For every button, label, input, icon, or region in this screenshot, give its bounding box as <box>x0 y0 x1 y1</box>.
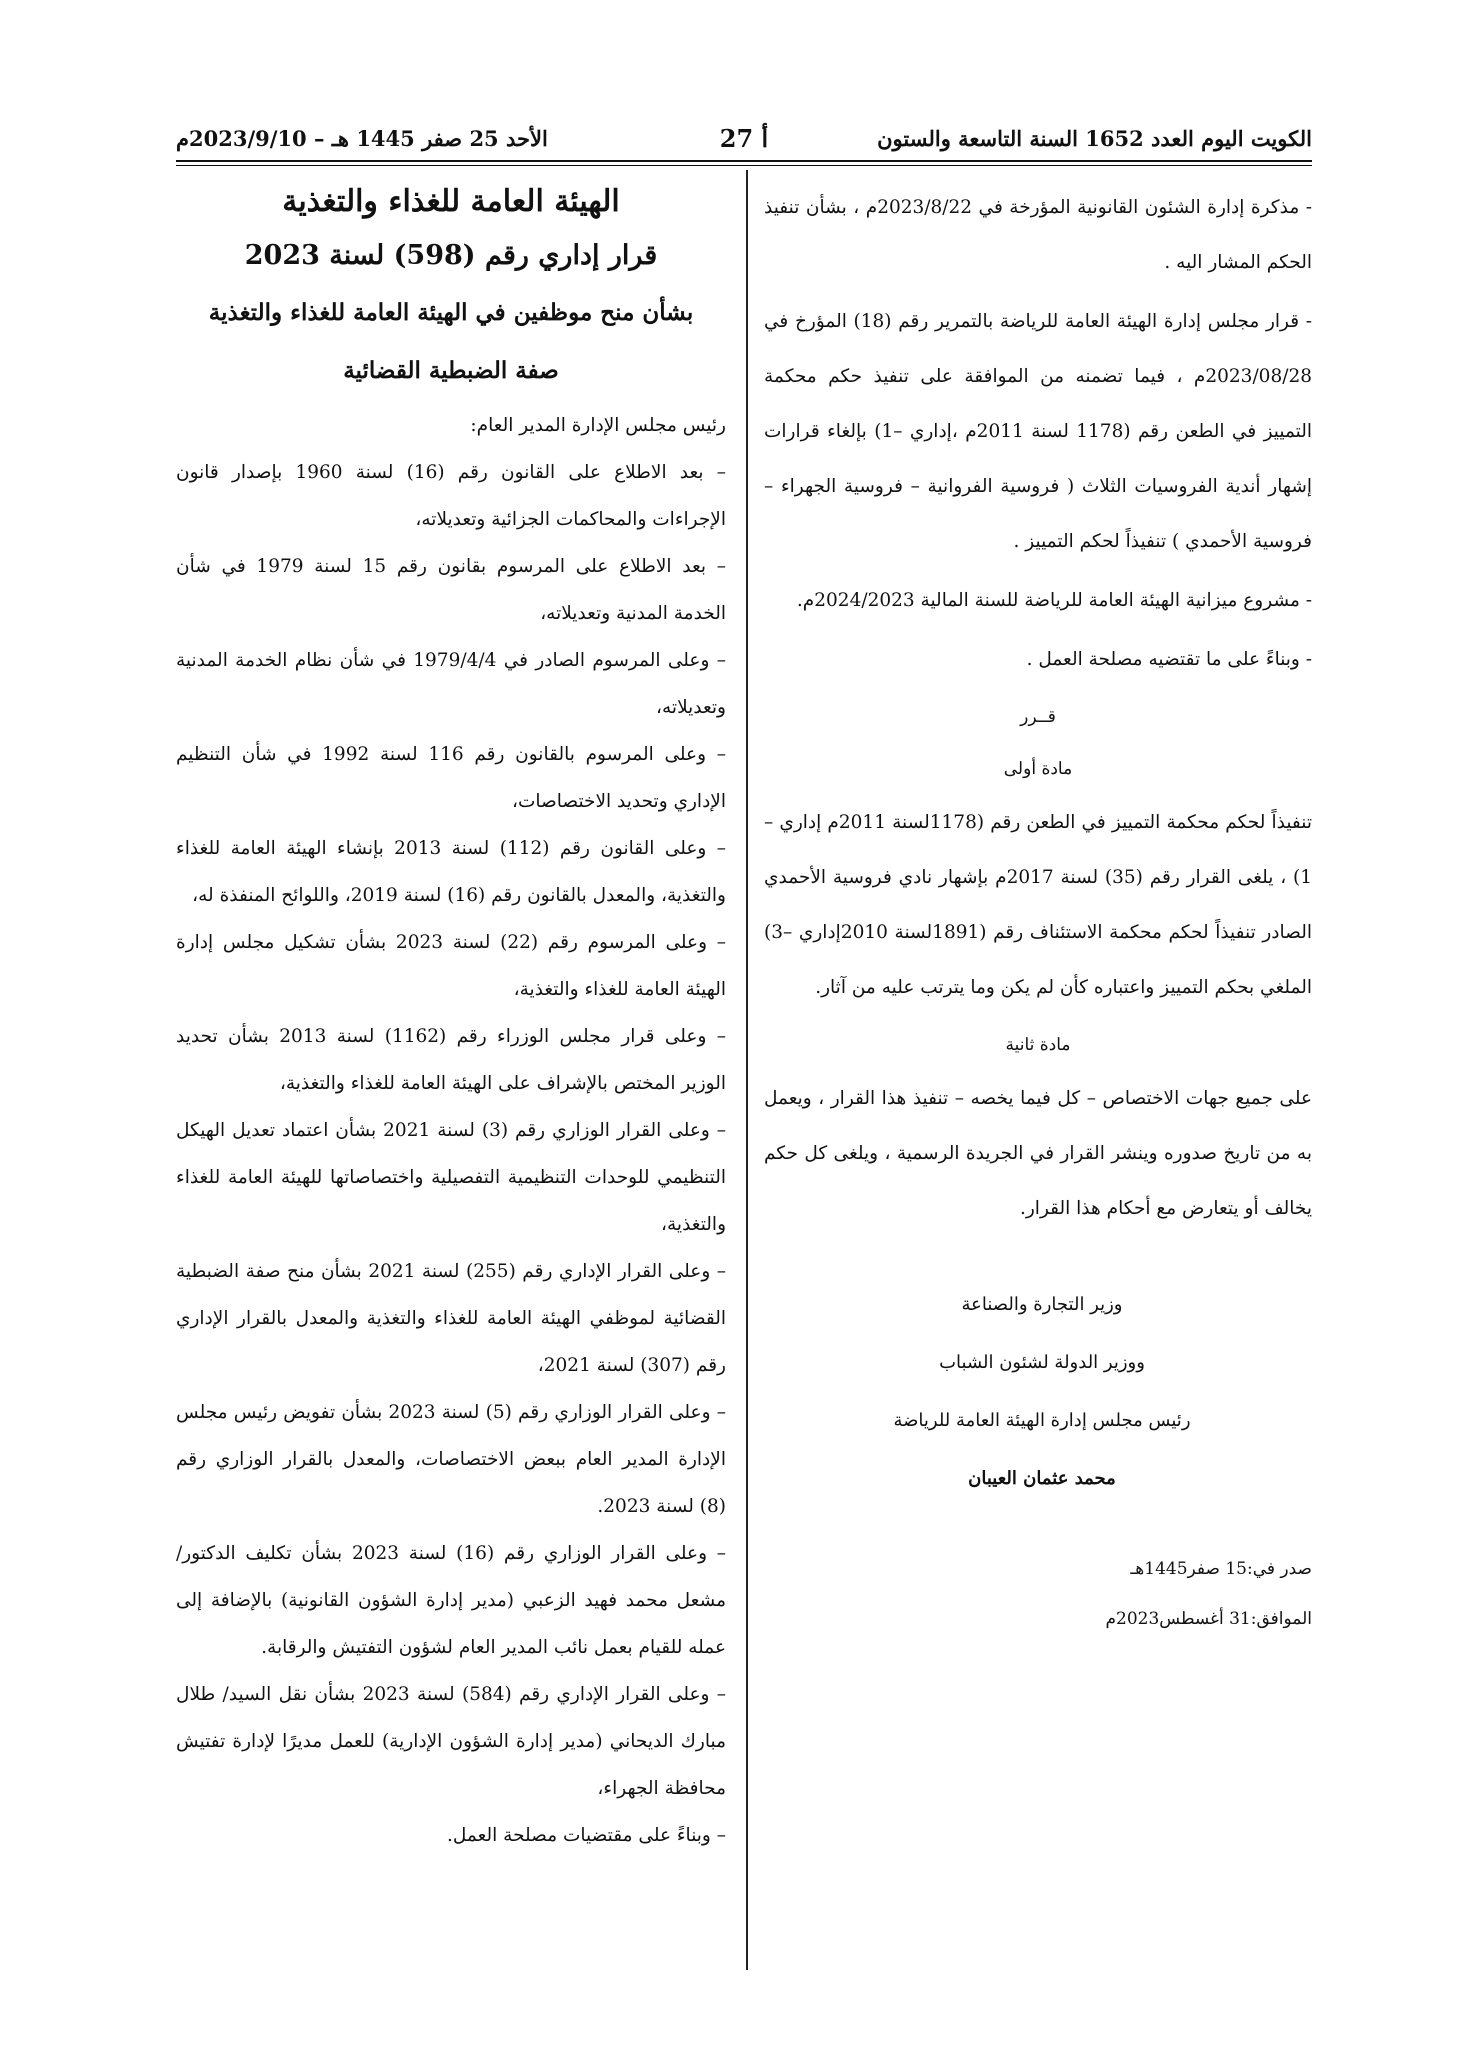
issue-date: الأحد 25 صفر 1445 هـ – 2023/9/10م <box>176 125 548 151</box>
preamble-item: – وعلى القرار الوزاري رقم (3) لسنة 2021 بشأن اعتماد تعديل الهيكل التنظيمي للوحدات التنظيمية التفصيلية واختصاصاتها للهيئة العامة للغذاء والتغذية، <box>176 1120 727 1235</box>
preamble-item: – وعلى القرار الوزاري رقم (5) لسنة 2023 بشأن تفويض رئيس مجلس الإدارة المدير العام ببعض الاختصاصات، والمعدل بالقرار الوزاري رقم (8) لسنة 2023. <box>176 1402 727 1517</box>
right-column <box>764 180 1312 1644</box>
preamble-item: – وبناءً على مقتضيات مصلحة العمل. <box>447 1825 726 1846</box>
header-rule-thin <box>176 165 1312 166</box>
signature-line: ووزير الدولة لشئون الشباب <box>939 1352 1145 1373</box>
header-rule <box>176 160 1312 162</box>
column-divider <box>746 170 748 1970</box>
authority-title: الهيئة العامة للغذاء والتغذية <box>282 184 620 219</box>
reference-paragraph: - مذكرة إدارة الشئون القانونية المؤرخة في 2023/8/22م ، بشأن تنفيذ الحكم المشار اليه . <box>764 197 1312 273</box>
issue-date-block <box>764 1544 1312 1644</box>
preamble-item: – وعلى المرسوم الصادر في 1979/4/4 في شأن نظام الخدمة المدنية وتعديلاته، <box>176 650 726 718</box>
reference-paragraph: - قرار مجلس إدارة الهيئة العامة للرياضة بالتمرير رقم (18) المؤرخ في 2023/08/28م ، فيما تضمنه من الموافقة على تنفيذ حكم محكمة التمييز في الطعن رقم (1178 لسنة 2011م ،إداري –1) بإلغاء قرارات إشهار أندية الفروسيات الثلاث ( فروسية الفروانية – فروسية الجهراء – فروسية الأحمدي ) تنفيذاً لحكم التمييز . <box>764 311 1313 552</box>
signature-line: وزير التجارة والصناعة <box>961 1294 1123 1315</box>
decision-subject-2: صفة الضبطية القضائية <box>343 357 559 384</box>
issued-date: صدر في:15 صفر1445هـ <box>1130 1559 1312 1579</box>
left-column <box>176 180 726 1859</box>
preamble-item: – وعلى القرار الإداري رقم (255) لسنة 2021 بشأن منح صفة الضبطية القضائية لموظفي الهيئة العامة للغذاء والتغذية والمعدل بالقرار الإداري رقم (307) لسنة 2021، <box>176 1261 726 1376</box>
decision-subject: بشأن منح موظفين في الهيئة العامة للغذاء والتغذية <box>208 299 694 326</box>
page-header <box>176 120 1312 156</box>
preamble-item: – وعلى القانون رقم (112) لسنة 2013 بإنشاء الهيئة العامة للغذاء والتغذية، والمعدل بالقانون رقم (16) لسنة 2019، واللوائح المنفذة له، <box>176 838 726 906</box>
issue-info: الكويت اليوم العدد 1652 السنة التاسعة والستون <box>877 125 1312 151</box>
decision-word: قــرر <box>1020 707 1056 727</box>
decision-title: قرار إداري رقم (598) لسنة 2023 <box>244 240 658 271</box>
preamble-item: – وعلى المرسوم بالقانون رقم 116 لسنة 1992 في شأن التنظيم الإداري وتحديد الاختصاصات، <box>176 744 726 812</box>
article-2-title: مادة ثانية <box>1005 1035 1071 1055</box>
intro-line: رئيس مجلس الإدارة المدير العام: <box>470 415 726 436</box>
preamble-item: – بعد الاطلاع على المرسوم بقانون رقم 15 لسنة 1979 في شأن الخدمة المدنية وتعديلاته، <box>176 556 726 624</box>
signature-line: رئيس مجلس إدارة الهيئة العامة للرياضة <box>893 1410 1191 1431</box>
corresponding-date: الموافق:31 أغسطس2023م <box>1105 1609 1312 1629</box>
article-1-text: تنفيذاً لحكم محكمة التمييز في الطعن رقم (1178لسنة 2011م إداري –1) ، يلغى القرار رقم (35) لسنة 2017م بإشهار نادي فروسية الأحمدي الصادر تنفيذاً لحكم محكمة الاستئناف رقم (1891لسنة 2010إداري –3) الملغي بحكم التمييز واعتباره كأن لم يكن وما يترتب عليه من آثار. <box>764 812 1312 998</box>
article-2-text: على جميع جهات الاختصاص – كل فيما يخصه – تنفيذ هذا القرار ، ويعمل به من تاريخ صدوره وينشر القرار في الجريدة الرسمية ، ويلغى كل حكم يخالف أو يتعارض مع أحكام هذا القرار. <box>764 1088 1312 1219</box>
preamble-item: – وعلى قرار مجلس الوزراء رقم (1162) لسنة 2013 بشأن تحديد الوزير المختص بالإشراف على الهيئة العامة للغذاء والتغذية، <box>176 1026 726 1094</box>
reference-paragraph: - وبناءً على ما تقتضيه مصلحة العمل . <box>1026 649 1312 670</box>
preamble-item: – بعد الاطلاع على القانون رقم (16) لسنة 1960 بإصدار قانون الإجراءات والمحاكمات الجزائية وتعديلاته، <box>176 462 727 530</box>
preamble-item: – وعلى القرار الوزاري رقم (16) لسنة 2023 بشأن تكليف الدكتور/ مشعل محمد فهيد الزعبي (مدير إدارة الشؤون القانونية) بالإضافة إلى عمله للقيام بعمل نائب المدير العام لشؤون التفتيش والرقابة. <box>176 1543 727 1658</box>
page-number: أ 27 <box>719 123 769 153</box>
signatory-name: محمد عثمان العيبان <box>968 1468 1116 1489</box>
preamble-item: – وعلى القرار الإداري رقم (584) لسنة 2023 بشأن نقل السيد/ طلال مبارك الديحاني (مدير إدارة الشؤون الإدارية) للعمل مديرًا لإدارة تفتيش محافظة الجهراء، <box>176 1684 726 1799</box>
article-1-title: مادة أولى <box>1003 759 1073 779</box>
reference-paragraph: - مشروع ميزانية الهيئة العامة للرياضة للسنة المالية 2024/2023م. <box>796 590 1312 611</box>
preamble-item: – وعلى المرسوم رقم (22) لسنة 2023 بشأن تشكيل مجلس إدارة الهيئة العامة للغذاء والتغذية، <box>176 932 726 1000</box>
signature-block <box>852 1276 1232 1508</box>
